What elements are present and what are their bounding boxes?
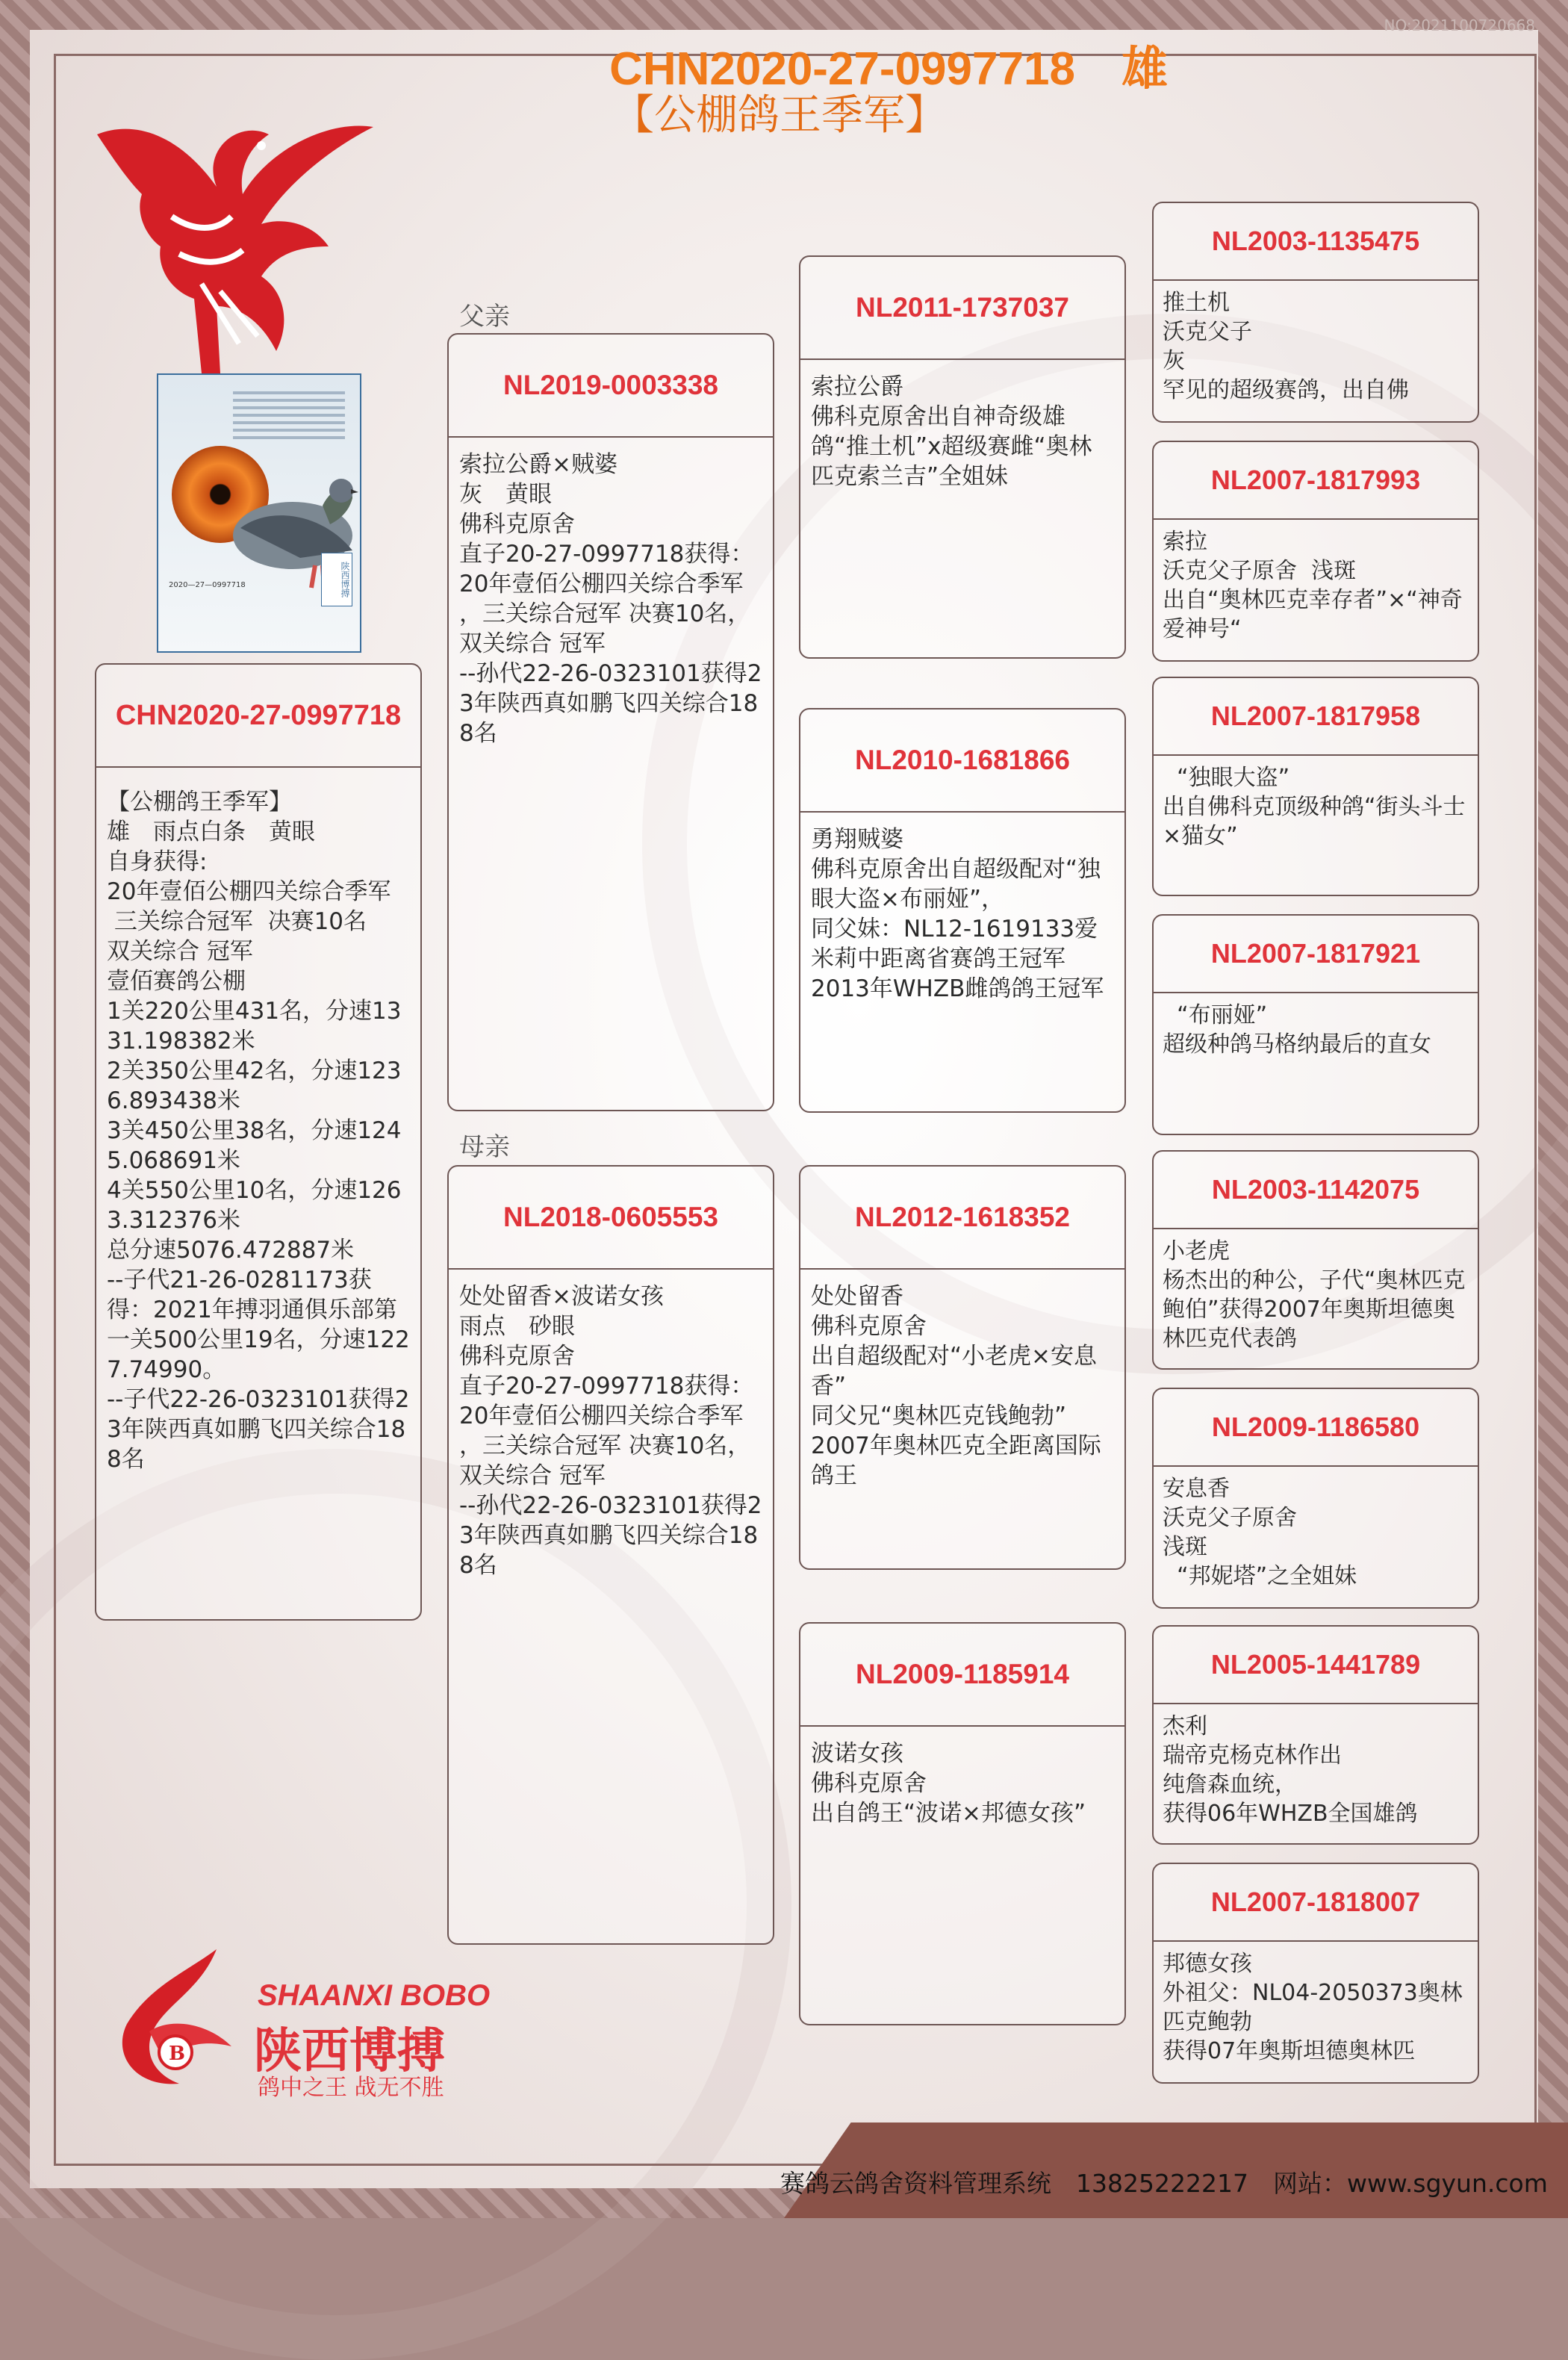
- great-grandparent-ring: NL2003-1142075: [1154, 1152, 1478, 1229]
- photo-caption: 2020—27—0997718: [169, 581, 246, 589]
- great-grandparent-card[interactable]: [1152, 1388, 1479, 1609]
- great-grandparent-details: 邦德女孩 外祖父：NL04-2050373奥林匹克鲍勃 获得07年奥斯坦德奥林匹: [1163, 1951, 1463, 2064]
- pigeon-photo: [157, 373, 361, 653]
- subject-card[interactable]: [95, 663, 422, 1621]
- mother-label: 母亲: [459, 1132, 510, 1162]
- father-label: 父亲: [459, 302, 510, 332]
- grandparent-details: 勇翔贼婆 佛科克原舍出自超级配对“独眼大盗×布丽娅”， 同父妹：NL12-1619133爱米莉中距离省赛鸽王冠军 2013年WHZB雌鸽鸽王冠军: [811, 826, 1104, 1002]
- grandparent-ring: NL2012-1618352: [800, 1167, 1124, 1270]
- footer-contact: 赛鸽云鸽舍资料管理系统 13825222217 网站：www.sgyun.com: [780, 2169, 1548, 2198]
- father-card[interactable]: [447, 333, 774, 1111]
- mother-card[interactable]: [447, 1165, 774, 1945]
- grandparent-details: 索拉公爵 佛科克原舍出自神奇级雄鸽“推土机”x超级赛雌“奥林匹克索兰吉”全姐妹: [811, 373, 1092, 490]
- photo-text-lines: [233, 387, 345, 444]
- page-title: CHN2020-27-0997718 雄: [609, 43, 1168, 95]
- subject-details: 【公棚鸽王季军】 雄 雨点白条 黄眼 自身获得: 20年壹佰公棚四关综合季军 三关综合冠军 决赛10名 双关综合 冠军 壹佰赛鸽公棚 1关220公里431名，分速1331.198382米 2关350公里42名，分速1236.893438米 3关450公里38名，分速1245.068691米 4关550公里10名，分速1263.312376米 总分速5076.472887米 --子代21-26-0281173获得：2021年搏羽通俱乐部第一关500公里19名，分速1227.74990。 --子代22-26-0323101获得23年陕西真如鹏飞四关综合188名: [107, 789, 410, 1473]
- great-grandparent-card[interactable]: [1152, 202, 1479, 423]
- great-grandparent-ring: NL2007-1817958: [1154, 678, 1478, 756]
- photo-stamp: 陕西博搏: [321, 553, 352, 606]
- great-grandparent-ring: NL2003-1135475: [1154, 203, 1478, 281]
- grandparent-ring: NL2011-1737037: [800, 257, 1124, 360]
- great-grandparent-card[interactable]: [1152, 1625, 1479, 1845]
- great-grandparent-ring: NL2007-1817993: [1154, 442, 1478, 520]
- subject-ring: CHN2020-27-0997718: [96, 665, 420, 768]
- brand-english-name: SHAANXI BOBO: [258, 1979, 491, 2012]
- grandparent-card[interactable]: [799, 708, 1126, 1113]
- mother-ring: NL2018-0605553: [449, 1167, 773, 1270]
- brand-swirl-icon: [105, 1942, 261, 2091]
- great-grandparent-card[interactable]: [1152, 441, 1479, 662]
- great-grandparent-details: 安息香 沃克父子原舍 浅斑 “邦妮塔”之全姐妹: [1163, 1476, 1357, 1589]
- great-grandparent-card[interactable]: [1152, 914, 1479, 1135]
- great-grandparent-ring: NL2007-1818007: [1154, 1864, 1478, 1942]
- father-ring: NL2019-0003338: [449, 335, 773, 438]
- great-grandparent-details: 杰利 瑞帝克杨克林作出 纯詹森血统， 获得06年WHZB全国雄鸽: [1163, 1713, 1418, 1827]
- grandparent-details: 波诺女孩 佛科克原舍 出自鸽王“波诺×邦德女孩”: [811, 1740, 1086, 1827]
- document-number: NO:2021100720668: [1384, 16, 1535, 34]
- great-grandparent-details: “独眼大盗” 出自佛科克顶级种鸽“街头斗士×猫女”: [1163, 765, 1466, 849]
- great-grandparent-card[interactable]: [1152, 677, 1479, 896]
- brand-logo: [105, 1942, 493, 2101]
- grandparent-card[interactable]: [799, 1622, 1126, 2025]
- svg-text:B: B: [169, 2043, 185, 2065]
- page-subtitle: 【公棚鸽王季军】: [612, 91, 947, 140]
- grandparent-ring: NL2009-1185914: [800, 1624, 1124, 1727]
- father-details: 索拉公爵×贼婆 灰 黄眼 佛科克原舍 直子20-27-0997718获得：20年壹佰公棚四关综合季军 ，三关综合冠军 决赛10名，双关综合 冠军 --孙代22-26-0323101获得23年陕西真如鹏飞四关综合188名: [459, 451, 762, 747]
- great-grandparent-details: 小老虎 杨杰出的种公，子代“奥林匹克鲍伯”获得2007年奥斯坦德奥林匹克代表鸽: [1163, 1238, 1466, 1352]
- mother-details: 处处留香×波诺女孩 雨点 砂眼 佛科克原舍 直子20-27-0997718获得：20年壹佰公棚四关综合季军 ，三关综合冠军 决赛10名，双关综合 冠军 --孙代22-26-0323101获得23年陕西真如鹏飞四关综合188名: [459, 1283, 762, 1579]
- grandparent-details: 处处留香 佛科克原舍 出自超级配对“小老虎×安息香” 同父兄“奥林匹克钱鲍勃” 2007年奥林匹克全距离国际鸽王: [811, 1283, 1101, 1489]
- grandparent-card[interactable]: [799, 255, 1126, 659]
- grandparent-ring: NL2010-1681866: [800, 709, 1124, 813]
- grandparent-card[interactable]: [799, 1165, 1126, 1570]
- great-grandparent-card[interactable]: [1152, 1863, 1479, 2084]
- great-grandparent-ring: NL2009-1186580: [1154, 1389, 1478, 1467]
- great-grandparent-ring: NL2005-1441789: [1154, 1627, 1478, 1704]
- brand-slogan: 鸽中之王 战无不胜: [258, 2075, 444, 2101]
- great-grandparent-card[interactable]: [1152, 1150, 1479, 1370]
- phoenix-logo-icon: [90, 105, 388, 388]
- great-grandparent-details: 索拉 沃克父子原舍 浅斑 出自“奥林匹克幸存者”×“神奇爱神号“: [1163, 529, 1463, 642]
- great-grandparent-ring: NL2007-1817921: [1154, 916, 1478, 993]
- great-grandparent-details: “布丽娅” 超级种鸽马格纳最后的直女: [1163, 1002, 1431, 1058]
- brand-chinese-name: 陕西博搏: [254, 2024, 445, 2078]
- great-grandparent-details: 推土机 沃克父子 灰 罕见的超级赛鸽，出自佛: [1163, 290, 1409, 403]
